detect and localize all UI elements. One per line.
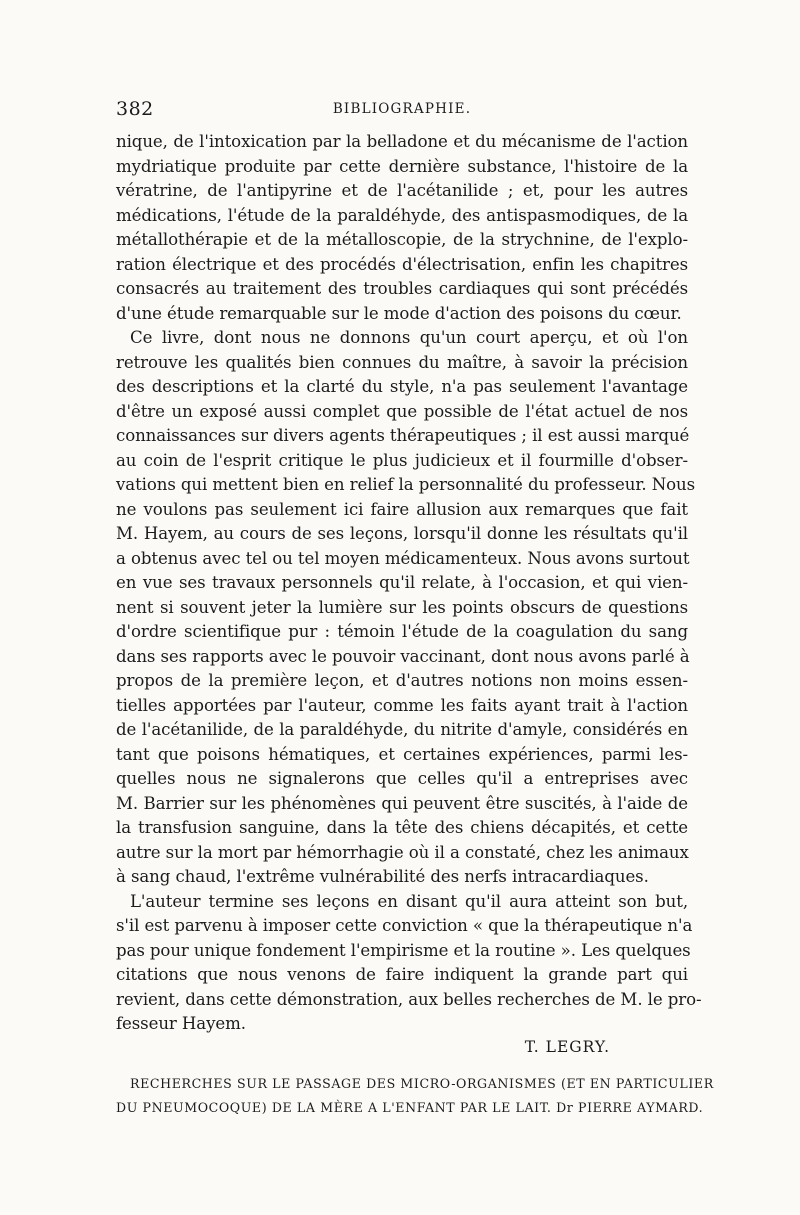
text-line: citations que nous venons de faire indiquent la grande part qui [116, 965, 688, 984]
text-line: M. Hayem, au cours de ses leçons, lorsqu'il donne les résultats qu'il [116, 524, 688, 543]
text-line: tant que poisons hématiques, et certaines expériences, parmi les- [116, 744, 688, 764]
text-line: de l'acétanilide, de la paraldéhyde, du nitrite d'amyle, considérés en [116, 720, 688, 739]
text-line: vératrine, de l'antipyrine et de l'acétanilide ; et, pour les autres [116, 181, 688, 200]
text-line: ne voulons pas seulement ici faire allusion aux remarques que fait [116, 499, 688, 519]
author-signature: T. LEGRY. [524, 1038, 610, 1056]
text-line: tielles apportées par l'auteur, comme les faits ayant trait à l'action [116, 695, 688, 715]
page-header [116, 98, 688, 124]
text-line: d'une étude remarquable sur le mode d'action des poisons du cœur. [116, 303, 682, 323]
text-line: nent si souvent jeter la lumière sur les points obscurs de questions [116, 597, 688, 617]
text-line: M. Barrier sur les phénomènes qui peuvent être suscités, à l'aide de [116, 793, 688, 813]
text-line: ration électrique et des procédés d'électrisation, enfin les chapitres [116, 254, 688, 274]
text-line: consacrés au traitement des troubles cardiaques qui sont précédés [116, 279, 688, 298]
text-line: vations qui mettent bien en relief la personnalité du professeur. Nous [116, 475, 696, 494]
text-line: retrouve les qualités bien connues du maître, à savoir la précision [116, 352, 688, 372]
text-line: propos de la première leçon, et d'autres notions non moins essen- [116, 671, 688, 690]
text-line: fesseur Hayem. [116, 1014, 246, 1033]
text-line: a obtenus avec tel ou tel moyen médicamenteux. Nous avons surtout [116, 548, 690, 568]
text-line: d'être un exposé aussi complet que possible de l'état actuel de nos [116, 401, 688, 421]
text-line: d'ordre scientifique pur : témoin l'étude de la coagulation du sang [116, 622, 688, 641]
text-line: mydriatique produite par cette dernière substance, l'histoire de la [116, 156, 688, 176]
running-head: BIBLIOGRAPHIE. [332, 101, 472, 117]
text-line: métallothérapie et de la métalloscopie, de la strychnine, de l'explo- [116, 230, 688, 249]
entry-title-line: DU PNEUMOCOQUE) DE LA MÈRE A L'ENFANT PAR LE LAIT. Dr PIERRE AYMARD. [116, 1100, 704, 1115]
text-line: revient, dans cette démonstration, aux belles recherches de M. le pro- [116, 989, 702, 1009]
text-line: dans ses rapports avec le pouvoir vaccinant, dont nous avons parlé à [116, 646, 690, 666]
text-line: connaissances sur divers agents thérapeutiques ; il est aussi marqué [116, 426, 690, 445]
page-number: 382 [116, 98, 154, 120]
text-line: médications, l'étude de la paraldéhyde, des antispasmodiques, de la [116, 205, 688, 225]
text-line: nique, de l'intoxication par la belladone et du mécanisme de l'action [116, 132, 688, 151]
text-line: au coin de l'esprit critique le plus judicieux et il fourmille d'obser- [116, 450, 688, 470]
text-line: des descriptions et la clarté du style, n'a pas seulement l'avantage [116, 377, 688, 396]
text-line: s'il est parvenu à imposer cette conviction « que la thérapeutique n'a [116, 916, 693, 935]
text-line: la transfusion sanguine, dans la tête des chiens décapités, et cette [116, 818, 688, 837]
next-bibliography-entry [116, 1072, 714, 1120]
text-line: autre sur la mort par hémorrhagie où il a constaté, chez les animaux [116, 842, 689, 862]
text-line: L'auteur termine ses leçons en disant qu'il aura atteint son but, [130, 891, 688, 911]
text-line: à sang chaud, l'extrême vulnérabilité des nerfs intracardiaques. [116, 867, 649, 886]
text-line: Ce livre, dont nous ne donnons qu'un court aperçu, et où l'on [130, 328, 688, 347]
text-line: en vue ses travaux personnels qu'il relate, à l'occasion, et qui vien- [116, 573, 688, 592]
text-line: pas pour unique fondement l'empirisme et la routine ». Les quelques [116, 940, 691, 960]
text-line: quelles nous ne signalerons que celles qu'il a entreprises avec [116, 769, 688, 788]
entry-title-line: RECHERCHES SUR LE PASSAGE DES MICRO-ORGANISMES (ET EN PARTICULIER [130, 1076, 714, 1091]
body-text [116, 130, 702, 1037]
